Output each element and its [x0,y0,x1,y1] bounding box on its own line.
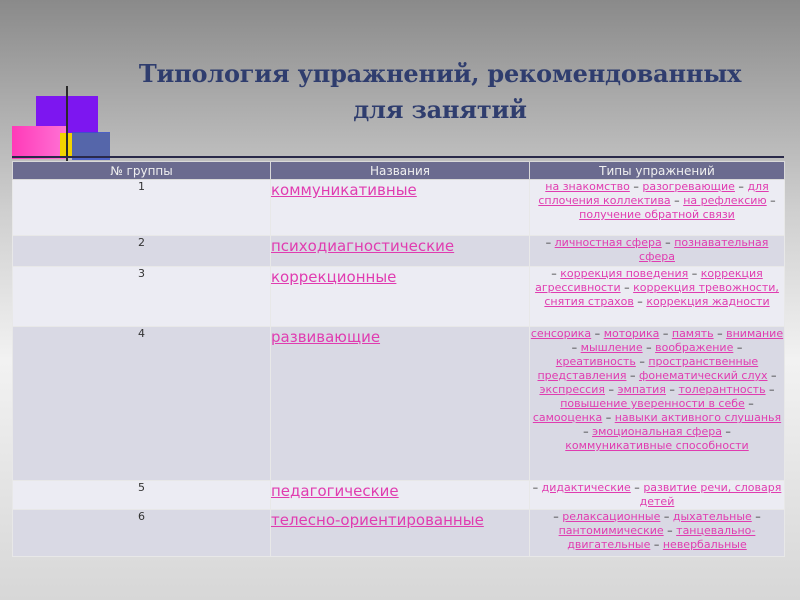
separator-dash: – [635,355,649,368]
separator-dash: – [630,481,644,494]
exercise-type-link[interactable]: сенсорика [530,327,592,340]
separator-dash: – [650,538,663,551]
separator-dash: – [734,180,748,193]
separator-dash: – [620,281,634,294]
exercise-type-link[interactable]: дыхательные [672,510,752,523]
exercise-type-link[interactable]: развитие речи, словаря детей [639,481,782,508]
exercise-type-link[interactable]: воображение [655,341,734,354]
exercise-type-link[interactable]: для сплочения коллектива [538,180,769,207]
table-row [13,510,785,557]
row-types [530,510,785,557]
exercise-type-link[interactable]: навыки активного слушанья [614,411,782,424]
table-header-row [13,162,785,180]
row-name-link[interactable] [271,236,530,267]
separator-dash: – [733,341,743,354]
row-number: 4 [13,327,271,481]
exercise-type-link[interactable]: на знакомство [545,180,630,193]
separator-dash: – [688,267,701,280]
exercise-type-link[interactable]: коррекция поведения [560,267,689,280]
exercise-type-link[interactable]: невербальные [662,538,747,551]
table-row [13,267,785,327]
separator-dash: – [571,341,581,354]
row-name-link[interactable] [271,481,530,510]
exercise-type-link[interactable]: фонематический слух [638,369,768,382]
separator-dash: – [713,327,727,340]
row-types [530,327,785,481]
exercise-type-link[interactable]: коммуникативные способности [565,439,749,452]
exercise-type-link[interactable]: коррекция жадности [646,295,770,308]
table-row [13,180,785,236]
exercise-type-link[interactable]: разогревающие [642,180,735,193]
exercise-type-link[interactable]: память [671,327,714,340]
row-number: 1 [13,180,271,236]
separator-dash: – [663,524,677,537]
separator-dash: – [670,194,684,207]
slide-title: Типология упражнений, рекомендованных для занятий [138,59,742,124]
separator-dash: – [744,397,754,410]
exercise-type-link[interactable]: самооценка [532,411,603,424]
separator-dash: – [591,327,604,340]
row-types [530,267,785,327]
separator-dash: – [583,425,593,438]
exercise-type-link[interactable]: дидактические [541,481,631,494]
row-number: 2 [13,236,271,267]
separator-dash: – [660,510,673,523]
row-name-text[interactable]: коммуникативные [271,181,417,199]
separator-dash: – [642,341,656,354]
header-names: Названия [271,162,530,180]
row-number: 6 [13,510,271,557]
decor-horizontal-line [12,156,784,158]
separator-dash: – [602,411,615,424]
exercise-type-link[interactable]: пантомимические [558,524,664,537]
exercise-type-link[interactable]: пространственные представления [537,355,759,382]
table-row [13,236,785,267]
exercise-type-link[interactable]: экспрессия [539,383,605,396]
separator-dash: – [751,510,761,523]
header-group-number: № группы [13,162,271,180]
exercise-type-link[interactable]: релаксационные [562,510,661,523]
separator-dash: – [545,236,555,249]
row-name-link[interactable] [271,267,530,327]
row-name-link[interactable] [271,510,530,557]
header-exercise-types: Типы упражнений [530,162,785,180]
exercise-type-link[interactable]: повышение уверенности в себе [560,397,745,410]
row-number: 3 [13,267,271,327]
exercise-type-link[interactable]: креативность [555,355,636,368]
row-name-link[interactable] [271,180,530,236]
exercise-type-link[interactable]: на рефлексию [683,194,767,207]
row-name-link[interactable] [271,327,530,481]
exercise-type-link[interactable]: толерантность [678,383,766,396]
exercise-type-link[interactable]: эмоциональная сфера [592,425,722,438]
separator-dash: – [551,267,561,280]
table-row [13,481,785,510]
separator-dash: – [626,369,639,382]
exercise-type-link[interactable]: личностная сфера [554,236,662,249]
row-types [530,236,785,267]
separator-dash: – [604,383,618,396]
exercise-type-link[interactable]: мышление [580,341,643,354]
exercise-type-link[interactable]: коррекция тревожности, снятия страхов [544,281,779,308]
separator-dash: – [765,383,775,396]
row-name-text[interactable]: педагогические [271,482,399,500]
separator-dash: – [633,295,647,308]
row-types [530,180,785,236]
separator-dash: – [659,327,672,340]
separator-dash: – [661,236,675,249]
exercise-type-link[interactable]: познавательная сфера [639,236,769,263]
row-types [530,481,785,510]
row-name-text[interactable]: психодиагностические [271,237,455,255]
exercise-type-link[interactable]: эмпатия [617,383,666,396]
exercise-type-link[interactable]: моторика [603,327,660,340]
exercise-type-link[interactable]: внимание [726,327,784,340]
exercise-type-link[interactable]: получение обратной связи [579,208,735,221]
row-name-text[interactable]: телесно-ориентированные [271,511,484,529]
separator-dash: – [767,369,777,382]
exercise-types-table [12,161,785,557]
separator-dash: – [629,180,643,193]
row-number: 5 [13,481,271,510]
table-row [13,327,785,481]
separator-dash: – [532,481,542,494]
exercise-type-link[interactable]: танцевально-двигательные [567,524,756,551]
row-name-text[interactable]: коррекционные [271,268,397,286]
separator-dash: – [553,510,563,523]
row-name-text[interactable]: развивающие [271,328,381,346]
separator-dash: – [721,425,731,438]
separator-dash: – [766,194,776,207]
separator-dash: – [665,383,679,396]
exercise-type-link[interactable]: коррекция агрессивности [535,267,763,294]
